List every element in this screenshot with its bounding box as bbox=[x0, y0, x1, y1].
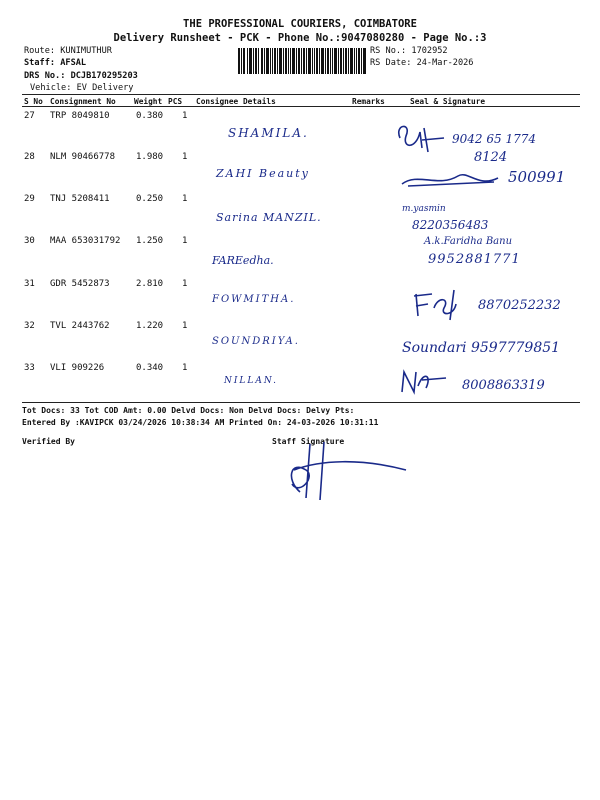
row-33-consignment: VLI 909226 bbox=[50, 363, 105, 373]
row-28-signature-extra: 500991 bbox=[508, 168, 566, 186]
col-consignment: Consignment No bbox=[50, 97, 116, 106]
row-30-consignee: FAREedha. bbox=[212, 254, 274, 267]
row-27-weight: 0.380 bbox=[136, 111, 164, 121]
row-29-signature-name: m.yasmin bbox=[402, 204, 446, 214]
row-32-consignment: TVL 2443762 bbox=[50, 321, 110, 331]
row-30-sno: 30 bbox=[24, 236, 35, 246]
header-top-rule bbox=[22, 94, 580, 95]
col-consignee: Consignee Details bbox=[196, 97, 276, 106]
runsheet-subtitle: Delivery Runsheet - PCK - Phone No.:9047080280 - Page No.:3 bbox=[113, 32, 487, 44]
header-bottom-rule bbox=[22, 106, 580, 107]
row-32-sno: 32 bbox=[24, 321, 35, 331]
col-pcs: PCS bbox=[168, 97, 183, 106]
row-29-pcs: 1 bbox=[182, 194, 188, 204]
row-27-consignee: SHAMILA. bbox=[228, 126, 309, 140]
staff-signature-label: Staff Signature bbox=[272, 437, 345, 446]
vehicle-label: Vehicle: EV Delivery bbox=[30, 83, 134, 93]
row-32-consignee: SOUNDRIYA. bbox=[212, 336, 300, 347]
totals-line: Tot Docs: 33 Tot COD Amt: 0.00 Delvd Docs: Non Delvd Docs: Delvy Pts: bbox=[22, 406, 355, 415]
rs-date: RS Date: 24-Mar-2026 bbox=[370, 58, 474, 68]
row-30-pcs: 1 bbox=[182, 236, 188, 246]
row-28-signature-scribble bbox=[398, 162, 508, 192]
route-label: Route: KUNIMUTHUR bbox=[24, 46, 112, 56]
row-28-consignment: NLM 90466778 bbox=[50, 152, 116, 162]
row-29-signature-phone: 8220356483 bbox=[412, 218, 489, 232]
row-30-signature-name: A.k.Faridha Banu bbox=[424, 236, 513, 247]
row-28-weight: 1.980 bbox=[136, 152, 164, 162]
col-sno: S No bbox=[24, 97, 43, 106]
row-32-signature: Soundari 9597779851 bbox=[402, 340, 561, 356]
row-27-sno: 27 bbox=[24, 111, 35, 121]
row-27-signature-phone: 9042 65 1774 bbox=[452, 132, 536, 146]
row-29-consignment: TNJ 5208411 bbox=[50, 194, 110, 204]
verified-by-label: Verified By bbox=[22, 437, 75, 446]
row-31-weight: 2.810 bbox=[136, 279, 164, 289]
row-27-signature-scribble bbox=[392, 118, 452, 158]
row-29-consignee: Sarina MANZIL. bbox=[216, 211, 322, 224]
row-33-pcs: 1 bbox=[182, 363, 188, 373]
row-31-consignment: GDR 5452873 bbox=[50, 279, 110, 289]
row-30-consignment: MAA 653031792 bbox=[50, 236, 121, 246]
row-28-pcs: 1 bbox=[182, 152, 188, 162]
staff-label: Staff: AFSAL bbox=[24, 58, 87, 68]
row-31-signature-scribble bbox=[410, 286, 470, 326]
row-30-signature-phone: 9952881771 bbox=[428, 252, 521, 267]
footer-top-rule bbox=[22, 402, 580, 403]
row-33-signature-phone: 8008863319 bbox=[462, 378, 545, 393]
row-28-signature-number: 8124 bbox=[474, 150, 508, 165]
row-28-sno: 28 bbox=[24, 152, 35, 162]
drs-number: DRS No.: DCJB170295203 bbox=[24, 71, 138, 81]
row-27-pcs: 1 bbox=[182, 111, 188, 121]
barcode-image bbox=[238, 48, 366, 74]
row-33-sno: 33 bbox=[24, 363, 35, 373]
col-remarks: Remarks bbox=[352, 97, 385, 106]
col-weight: Weight bbox=[134, 97, 163, 106]
col-seal-signature: Seal & Signature bbox=[410, 97, 486, 106]
row-29-weight: 0.250 bbox=[136, 194, 164, 204]
row-30-weight: 1.250 bbox=[136, 236, 164, 246]
entered-by-line: Entered By :KAVIPCK 03/24/2026 10:38:34 AM Printed On: 24-03-2026 10:31:11 bbox=[22, 418, 379, 427]
row-32-weight: 1.220 bbox=[136, 321, 164, 331]
row-31-pcs: 1 bbox=[182, 279, 188, 289]
row-29-sno: 29 bbox=[24, 194, 35, 204]
row-31-consignee: FOWMITHA. bbox=[212, 294, 296, 305]
row-33-weight: 0.340 bbox=[136, 363, 164, 373]
rs-number: RS No.: 1702952 bbox=[370, 46, 448, 56]
row-31-signature-phone: 8870252232 bbox=[478, 298, 561, 313]
company-title: THE PROFESSIONAL COURIERS, COIMBATORE bbox=[183, 18, 417, 30]
staff-signature-scribble bbox=[280, 440, 410, 504]
row-31-sno: 31 bbox=[24, 279, 35, 289]
row-28-consignee: ZAHI Beauty bbox=[216, 167, 310, 180]
row-33-consignee: NILLAN. bbox=[224, 376, 279, 386]
row-32-pcs: 1 bbox=[182, 321, 188, 331]
row-27-consignment: TRP 8049810 bbox=[50, 111, 110, 121]
row-33-signature-scribble bbox=[398, 366, 452, 400]
